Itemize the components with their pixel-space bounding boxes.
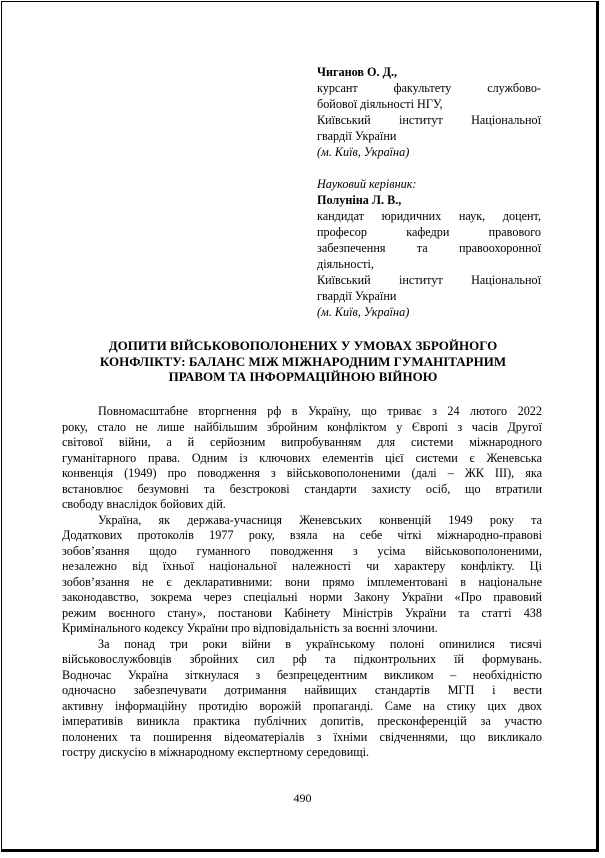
supervisor-name: Полуніна Л. В., <box>317 193 402 207</box>
body-line: світової війни, а й серйозним випробуванням для системи міжнародного <box>62 435 542 449</box>
body-line: режим воєнного стану», постанови Кабінету Міністрів України та статті 438 <box>62 605 542 620</box>
body-line: імперативів виникла практика публічних допитів, пресконференцій за участю <box>62 714 542 728</box>
body-line: Україна, як держава-учасниця Женевських конвенцій 1949 року та <box>98 512 542 527</box>
page-number: 490 <box>293 791 312 805</box>
author-line: гвардії України <box>317 129 397 143</box>
supervisor-location: (м. Київ, Україна) <box>317 305 410 319</box>
body-line: гостру дискусію в міжнародному експертному середовищі. <box>62 745 370 759</box>
body-line: Водночас Україна зіткнулася з безпрецедентним викликом – необхідністю <box>62 667 542 682</box>
body-line: Повномасштабне вторгнення рф в Україну, що триває з 24 лютого 2022 <box>98 404 542 418</box>
author-line: бойової діяльності НГУ, <box>317 97 443 111</box>
supervisor-line: діяльності, <box>317 257 374 271</box>
article-body <box>62 404 542 761</box>
author-block <box>317 64 541 160</box>
supervisor-label: Науковий керівник: <box>317 177 417 191</box>
supervisor-line: кандидат юридичних наук, доцент, <box>317 209 541 223</box>
body-line: конвенція (1949) про поводження з військовополоненими (далі – ЖК III), яка <box>62 466 542 480</box>
author-line: курсант факультету службово- <box>317 81 541 95</box>
body-line: законодавство, зокрема через спеціальні норми Закону України «Про правовий <box>62 590 542 604</box>
title-line: ПРАВОМ ТА ІНФОРМАЦІЙНОЮ ВІЙНОЮ <box>168 369 438 385</box>
body-line: зобов’язання щодо гуманного поводження з усіма військовополоненими, <box>62 543 542 558</box>
body-line: Кримінального кодексу України про відповідальність за воєнні злочини. <box>62 621 438 635</box>
body-line: одночасно забезпечувати дотримання найвищих стандартів МГП і вести <box>62 683 542 697</box>
title-line: КОНФЛІКТУ: БАЛАНС МІЖ МІЖНАРОДНИМ ГУМАНІТАРНИМ <box>99 353 507 369</box>
body-line: військовослужбовців збройних сил рф та підконтрольних їй формувань. <box>62 652 542 666</box>
body-line: Додаткових протоколів 1977 року, взяла на себе чіткі міжнародно-правові <box>62 528 542 542</box>
body-line: полонених та поширення відеоматеріалів з їхніми свідченнями, що викликало <box>62 729 542 744</box>
author-location: (м. Київ, Україна) <box>317 145 410 159</box>
body-line: свободу внаслідок бойових дій. <box>62 497 226 511</box>
body-line: активну інформаційну протидію ворожій пропаганді. Саме на стику цих двох <box>62 698 542 713</box>
body-line: За понад три роки війни в українському полоні опинилися тисячі <box>98 636 542 651</box>
body-line: зобов’язання не є декларативними: вони прямо імплементовані в національне <box>62 574 542 589</box>
body-line: незалежно від їхньої національної належності чи характеру конфлікту. Ці <box>62 559 542 573</box>
supervisor-line: професор кафедри правового <box>317 225 541 239</box>
supervisor-line: Київський інститут Національної <box>317 273 541 287</box>
article-title <box>64 338 542 385</box>
supervisor-line: гвардії України <box>317 289 397 303</box>
title-line: ДОПИТИ ВІЙСЬКОВОПОЛОНЕНИХ У УМОВАХ ЗБРОЙНОГО <box>108 338 498 353</box>
body-line: року, стало не лише найбільшим збройним конфліктом у Європі з часів Другої <box>62 419 542 434</box>
body-line: встановлює безумовні та безстрокові стандарти захисту осіб, що втратили <box>62 481 542 496</box>
author-line: Київський інститут Національної <box>317 113 541 127</box>
body-line: гуманітарного права. Одним із ключових елементів цієї системи є Женевська <box>62 450 542 465</box>
author-name: Чиганов О. Д., <box>317 65 398 79</box>
supervisor-line: забезпечення та правоохоронної <box>317 241 541 255</box>
supervisor-block <box>317 176 541 320</box>
